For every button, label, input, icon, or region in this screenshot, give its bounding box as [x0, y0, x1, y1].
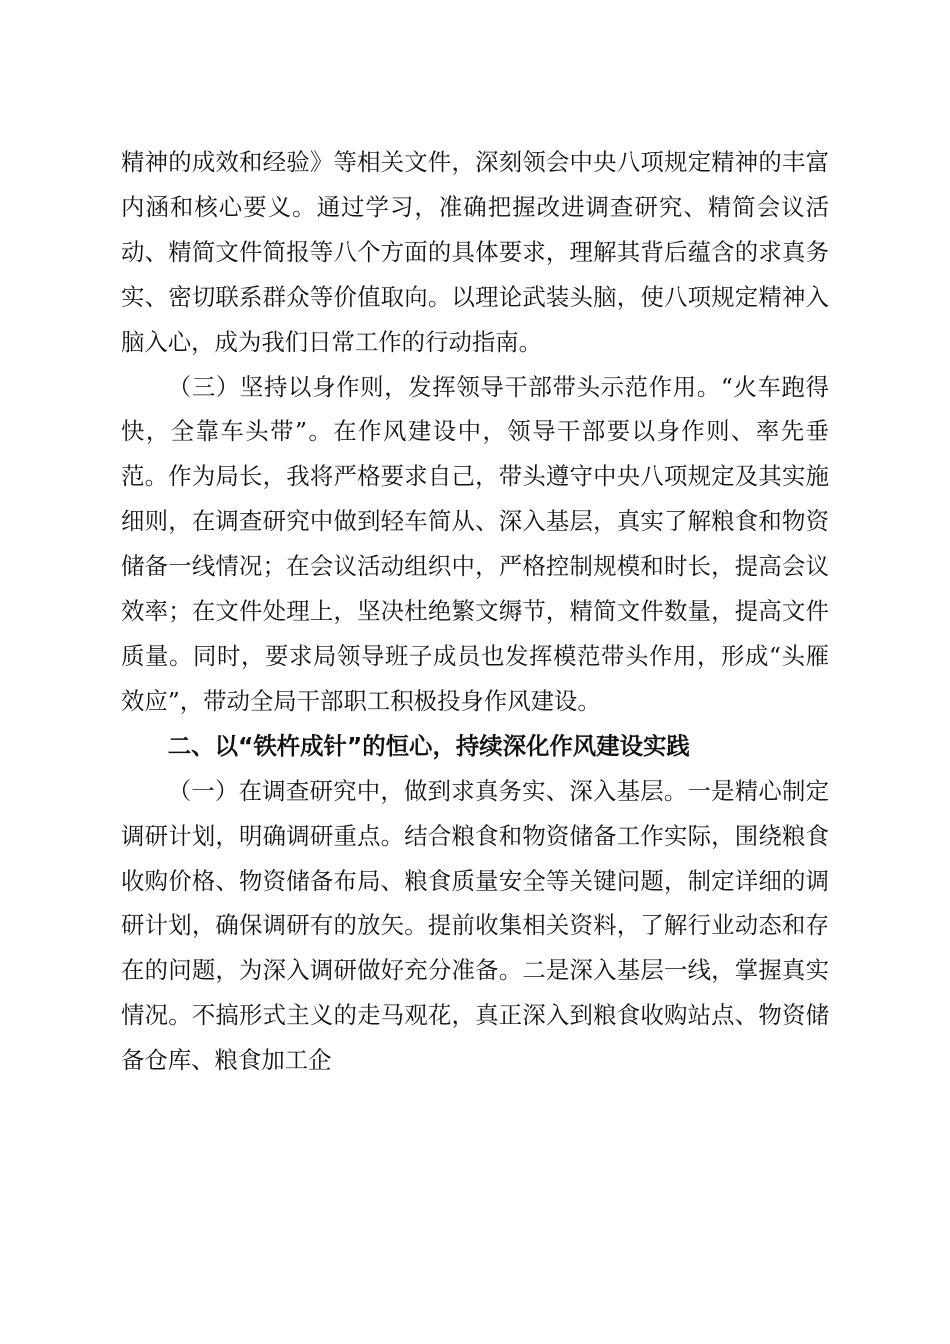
section-heading: 二、以“铁杵成针”的恒心，持续深化作风建设实践	[167, 731, 690, 760]
paragraph-lead-by-example: （三）坚持以身作则，发挥领导干部带头示范作用。“火车跑得快，全靠车头带”。在作风建设中，领导干部要以身作则、率先垂范。作为局长，我将严格要求自己，带头遵守中央八项规定及其实施细则，在调查研究中做到轻车简从、深入基层，真实了解粮食和物资储备一线情况；在会议活动组织中，严格控制规模和时长，提高会议效率；在文件处理上，坚决杜绝繁文缛节，精简文件数量，提高文件质量。同时，要求局领导班子成员也发挥模范带头作用，形成“头雁效应”，带动全局干部职工积极投身作风建设。	[121, 372, 829, 715]
paragraph-continuation: 精神的成效和经验》等相关文件，深刻领会中央八项规定精神的丰富内涵和核心要义。通过学习，准确把握改进调查研究、精简会议活动、精简文件简报等八个方面的具体要求，理解其背后蕴含的求真务实、密切联系群众等价值取向。以理论武装头脑，使八项规定精神入脑入心，成为我们日常工作的行动指南。	[121, 148, 829, 356]
paragraph-investigation: （一）在调查研究中，做到求真务实、深入基层。一是精心制定调研计划，明确调研重点。结合粮食和物资储备工作实际，围绕粮食收购价格、物资储备布局、粮食质量安全等关键问题，制定详细的调研计划，确保调研有的放矢。提前收集相关资料，了解行业动态和存在的问题，为深入调研做好充分准备。二是深入基层一线，掌握真实情况。不搞形式主义的走马观花，真正深入到粮食收购站点、物资储备仓库、粮食加工企	[121, 776, 829, 1075]
document-body	[121, 140, 829, 1083]
